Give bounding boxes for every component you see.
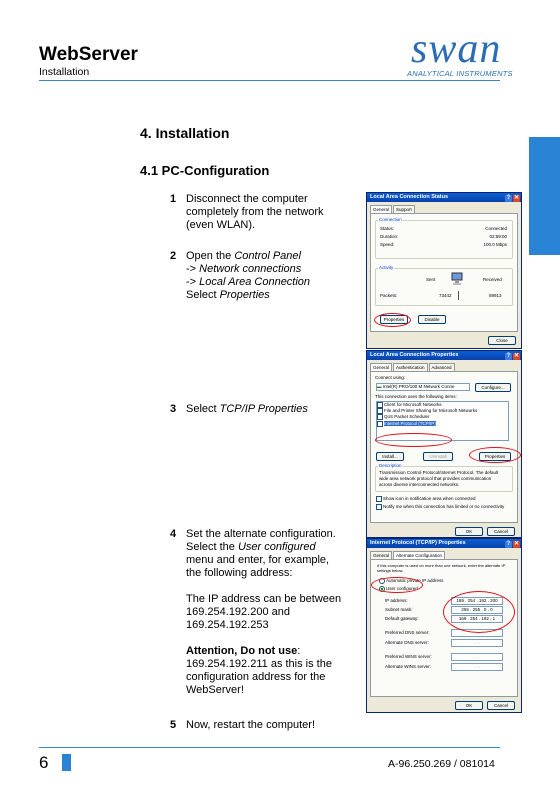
- ip-address-label: IP address:: [385, 598, 408, 603]
- connect-using-label: Connect using:: [375, 375, 406, 380]
- highlight-ellipse: [469, 447, 521, 463]
- tab-general[interactable]: General: [370, 551, 392, 559]
- menu-path-text: Network connections: [199, 263, 302, 275]
- document-subtitle: Installation: [39, 66, 90, 78]
- step-text: Now, restart the computer!: [186, 719, 315, 731]
- packets-received-value: 89913: [489, 293, 502, 298]
- activity-group: [375, 268, 513, 306]
- close-button[interactable]: Close: [488, 336, 516, 345]
- dialog-titlebar: [367, 539, 521, 548]
- step-text: the following address:: [186, 567, 293, 579]
- menu-path-text: Local Area Connection: [199, 276, 311, 288]
- network-computers-icon: [451, 272, 463, 286]
- ip-address-input[interactable]: 169 . 254 . 192 . 200: [451, 597, 503, 605]
- gateway-label: Default gateway:: [385, 616, 419, 621]
- description-text: across diverse interconnected networks.: [379, 482, 460, 487]
- step-text: 169.254.192.253: [186, 619, 269, 631]
- description-text: Transmission Control Protocol/Internet Protocol. The default: [379, 470, 499, 475]
- group-label: Activity: [379, 265, 394, 270]
- gateway-input[interactable]: 169 . 254 . 192 . 1: [451, 615, 503, 623]
- checkbox[interactable]: [376, 496, 382, 502]
- speed-label: Speed:: [380, 242, 395, 247]
- checkbox[interactable]: [377, 408, 383, 414]
- alternate-wins-input[interactable]: . . .: [451, 663, 503, 671]
- subsection-heading: 4.1 PC-Configuration: [140, 163, 270, 178]
- tab-advanced[interactable]: Advanced: [429, 363, 455, 371]
- help-icon[interactable]: ?: [506, 195, 511, 201]
- checkbox[interactable]: [376, 504, 382, 510]
- description-text: wide area network protocol that provides communication: [379, 476, 492, 481]
- cancel-button[interactable]: Cancel: [487, 527, 515, 536]
- show-icon-option[interactable]: [376, 496, 476, 502]
- document-number: A-96.250.269 / 081014: [388, 758, 495, 770]
- subnet-mask-input[interactable]: 255 . 255 . 0 . 0: [451, 606, 503, 614]
- configure-button[interactable]: Configure...: [475, 383, 511, 392]
- step-text: 169.254.192.211 as this is the: [186, 658, 332, 670]
- section-heading: 4. Installation: [140, 125, 230, 141]
- group-label: Connection: [379, 217, 402, 222]
- step-text: Select the: [186, 541, 238, 553]
- step-number: 4: [170, 528, 177, 540]
- intro-text: If this computer is used on more than one network, enter the alternate IP: [377, 563, 506, 568]
- alternate-wins-label: Alternate WINS server:: [385, 664, 432, 669]
- item-label: Internet Protocol (TCP/IP): [384, 420, 436, 426]
- ok-button[interactable]: OK: [455, 701, 483, 710]
- step-number: 5: [170, 719, 177, 731]
- alternate-dns-input[interactable]: . . .: [451, 639, 503, 647]
- notify-option[interactable]: [376, 504, 504, 510]
- step-text: ->: [186, 263, 200, 275]
- page-marker: [62, 754, 71, 771]
- duration-value: 02:59:00: [489, 234, 507, 239]
- properties-button[interactable]: Properties: [380, 315, 408, 324]
- help-icon[interactable]: ?: [506, 541, 511, 547]
- cancel-button[interactable]: Cancel: [487, 701, 515, 710]
- tab-authentication[interactable]: Authentication: [393, 363, 428, 371]
- highlight-ellipse: [375, 433, 452, 447]
- highlight-ellipse: [374, 313, 411, 327]
- duration-label: Duration:: [380, 234, 399, 239]
- highlight-ellipse: [371, 577, 423, 593]
- checkbox[interactable]: [377, 421, 383, 427]
- item-label: Client for Microsoft Networks: [384, 402, 442, 408]
- swan-logo: swan: [411, 26, 502, 72]
- tcpip-properties-dialog: [366, 538, 522, 713]
- list-item[interactable]: [377, 421, 508, 427]
- status-value: Connected: [485, 226, 507, 231]
- install-button[interactable]: Install...: [376, 452, 404, 461]
- step-text: :: [297, 645, 301, 657]
- option-label: Notify me when this connection has limited or no connectivity: [383, 504, 505, 510]
- step-text: Select: [186, 403, 220, 415]
- highlight-ellipse: [443, 591, 515, 633]
- tab-general[interactable]: General: [370, 205, 392, 213]
- received-label: Received: [483, 277, 502, 282]
- checkbox[interactable]: [377, 402, 383, 408]
- dialog-title: Local Area Connection Properties: [370, 352, 459, 358]
- dialog-titlebar: [367, 351, 521, 360]
- sent-label: Sent: [426, 277, 436, 282]
- attention-label: Attention, Do not use: [186, 645, 298, 657]
- dialog-title: Local Area Connection Status: [370, 194, 449, 200]
- menu-path-text: Control Panel: [234, 250, 301, 262]
- lan-properties-dialog: [366, 350, 522, 538]
- dialog-title: Internet Protocol (TCP/IP) Properties: [370, 540, 466, 546]
- step-text: 169.254.192.200 and: [186, 606, 290, 618]
- step-text: Disconnect the computer: [186, 193, 308, 205]
- option-label: Show icon in notification area when connected: [383, 496, 476, 502]
- step-text: menu and enter, for example,: [186, 554, 330, 566]
- step-text: WebServer!: [186, 684, 244, 696]
- items-label: This connection uses the following items:: [375, 394, 457, 399]
- step-text: configuration address for the: [186, 671, 326, 683]
- speed-value: 100.0 Mbps: [483, 242, 507, 247]
- chapter-tab-marker: [529, 137, 560, 255]
- header-rule: [39, 80, 500, 81]
- lan-status-dialog: [366, 192, 522, 349]
- step-text: Select: [186, 289, 220, 301]
- dialog-titlebar: [367, 193, 521, 202]
- page-number: 6: [39, 753, 49, 772]
- ok-button[interactable]: OK: [455, 527, 483, 536]
- tab-alternate-configuration[interactable]: Alternate Configuration: [393, 551, 445, 559]
- preferred-dns-label: Preferred DNS server:: [385, 630, 430, 635]
- menu-path-text: TCP/IP Properties: [219, 403, 308, 415]
- adapter-field: ▬ Intel(R) PRO/100 M Network Conne: [376, 383, 470, 391]
- item-label: File and Printer Sharing for Microsoft Networks: [384, 408, 478, 414]
- uninstall-button[interactable]: Uninstall: [423, 452, 453, 461]
- help-icon[interactable]: ?: [506, 353, 511, 359]
- preferred-wins-label: Preferred WINS server:: [385, 654, 432, 659]
- document-title: WebServer: [39, 44, 138, 65]
- step-number: 2: [170, 250, 177, 262]
- close-icon[interactable]: ✕: [513, 195, 520, 201]
- step-number: 3: [170, 403, 177, 415]
- disable-button[interactable]: Disable: [418, 315, 446, 324]
- step-number: 1: [170, 193, 177, 205]
- properties-button[interactable]: Properties: [479, 452, 511, 461]
- preferred-dns-input[interactable]: . . .: [451, 629, 503, 637]
- intro-text: settings below.: [377, 568, 404, 573]
- packets-label: Packets:: [380, 293, 398, 298]
- subnet-mask-label: Subnet mask:: [385, 607, 413, 612]
- footer-rule: [39, 747, 500, 748]
- alternate-dns-label: Alternate DNS server:: [385, 640, 429, 645]
- close-icon[interactable]: ✕: [513, 353, 520, 359]
- step-text: completely from the network: [186, 206, 324, 218]
- group-label: Description: [379, 463, 402, 468]
- status-label: Status:: [380, 226, 395, 231]
- option-label: User configured: [386, 586, 418, 592]
- preferred-wins-input[interactable]: . . .: [451, 653, 503, 661]
- tab-support[interactable]: Support: [393, 205, 415, 213]
- close-icon[interactable]: ✕: [513, 541, 520, 547]
- item-label: QoS Packet Scheduler: [384, 414, 430, 420]
- menu-path-text: Properties: [219, 289, 270, 301]
- tab-general[interactable]: General: [370, 363, 392, 371]
- packets-sent-value: 73442: [439, 293, 452, 298]
- step-text: Set the alternate configuration.: [186, 528, 336, 540]
- option-label: Automatic private IP address: [386, 578, 444, 584]
- divider: [458, 291, 459, 300]
- step-text: Open the: [186, 250, 235, 262]
- logo-tagline: ANALYTICAL INSTRUMENTS: [407, 69, 513, 78]
- step-text: The IP address can be between: [186, 593, 342, 605]
- step-text: ->: [186, 276, 200, 288]
- step-text: (even WLAN).: [186, 219, 256, 231]
- menu-path-text: User configured: [237, 541, 316, 553]
- adapter-name: Intel(R) PRO/100 M Network Conne: [382, 384, 455, 389]
- checkbox[interactable]: [377, 414, 383, 420]
